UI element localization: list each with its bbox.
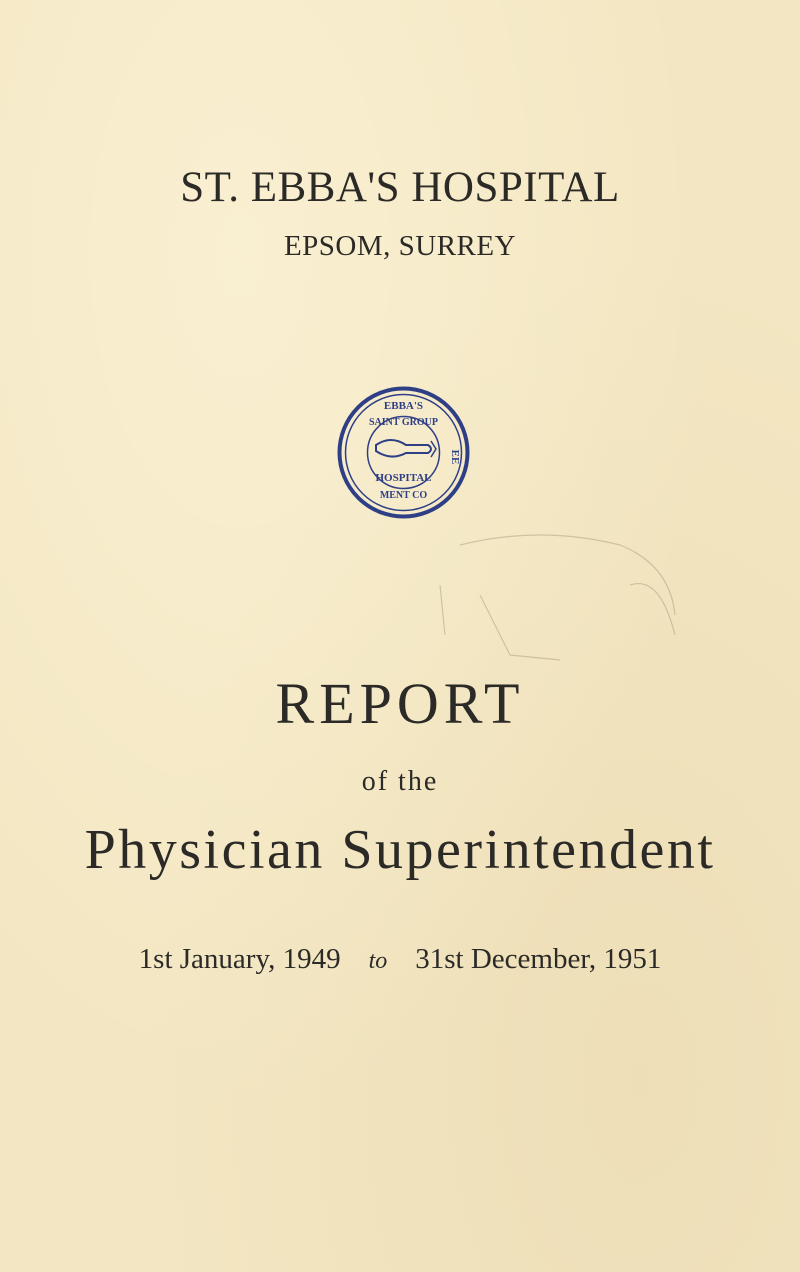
period-to-label: to <box>368 948 388 974</box>
hospital-name: ST. EBBA'S HOSPITAL <box>180 164 620 211</box>
report-period <box>0 945 800 974</box>
report-role: Physician Superintendent <box>84 819 716 881</box>
seal-top-inner-text: SAINT GROUP <box>369 417 438 428</box>
seal-bottom-inner-text: HOSPITAL <box>375 472 432 484</box>
period-end: 31st December, 1951 <box>415 943 662 975</box>
hospital-location: EPSOM, SURREY <box>283 230 517 262</box>
report-connector: of the <box>361 766 439 797</box>
seal-top-arc-text: EBBA'S <box>383 400 424 412</box>
report-heading: REPORT <box>275 671 525 736</box>
seal-bottom-arc-text: MENT CO <box>379 490 428 501</box>
offset-print-mark <box>420 525 690 665</box>
hospital-seal-icon <box>336 385 471 520</box>
seal-right-side-text: EE <box>449 449 461 465</box>
period-start: 1st January, 1949 <box>138 943 341 975</box>
